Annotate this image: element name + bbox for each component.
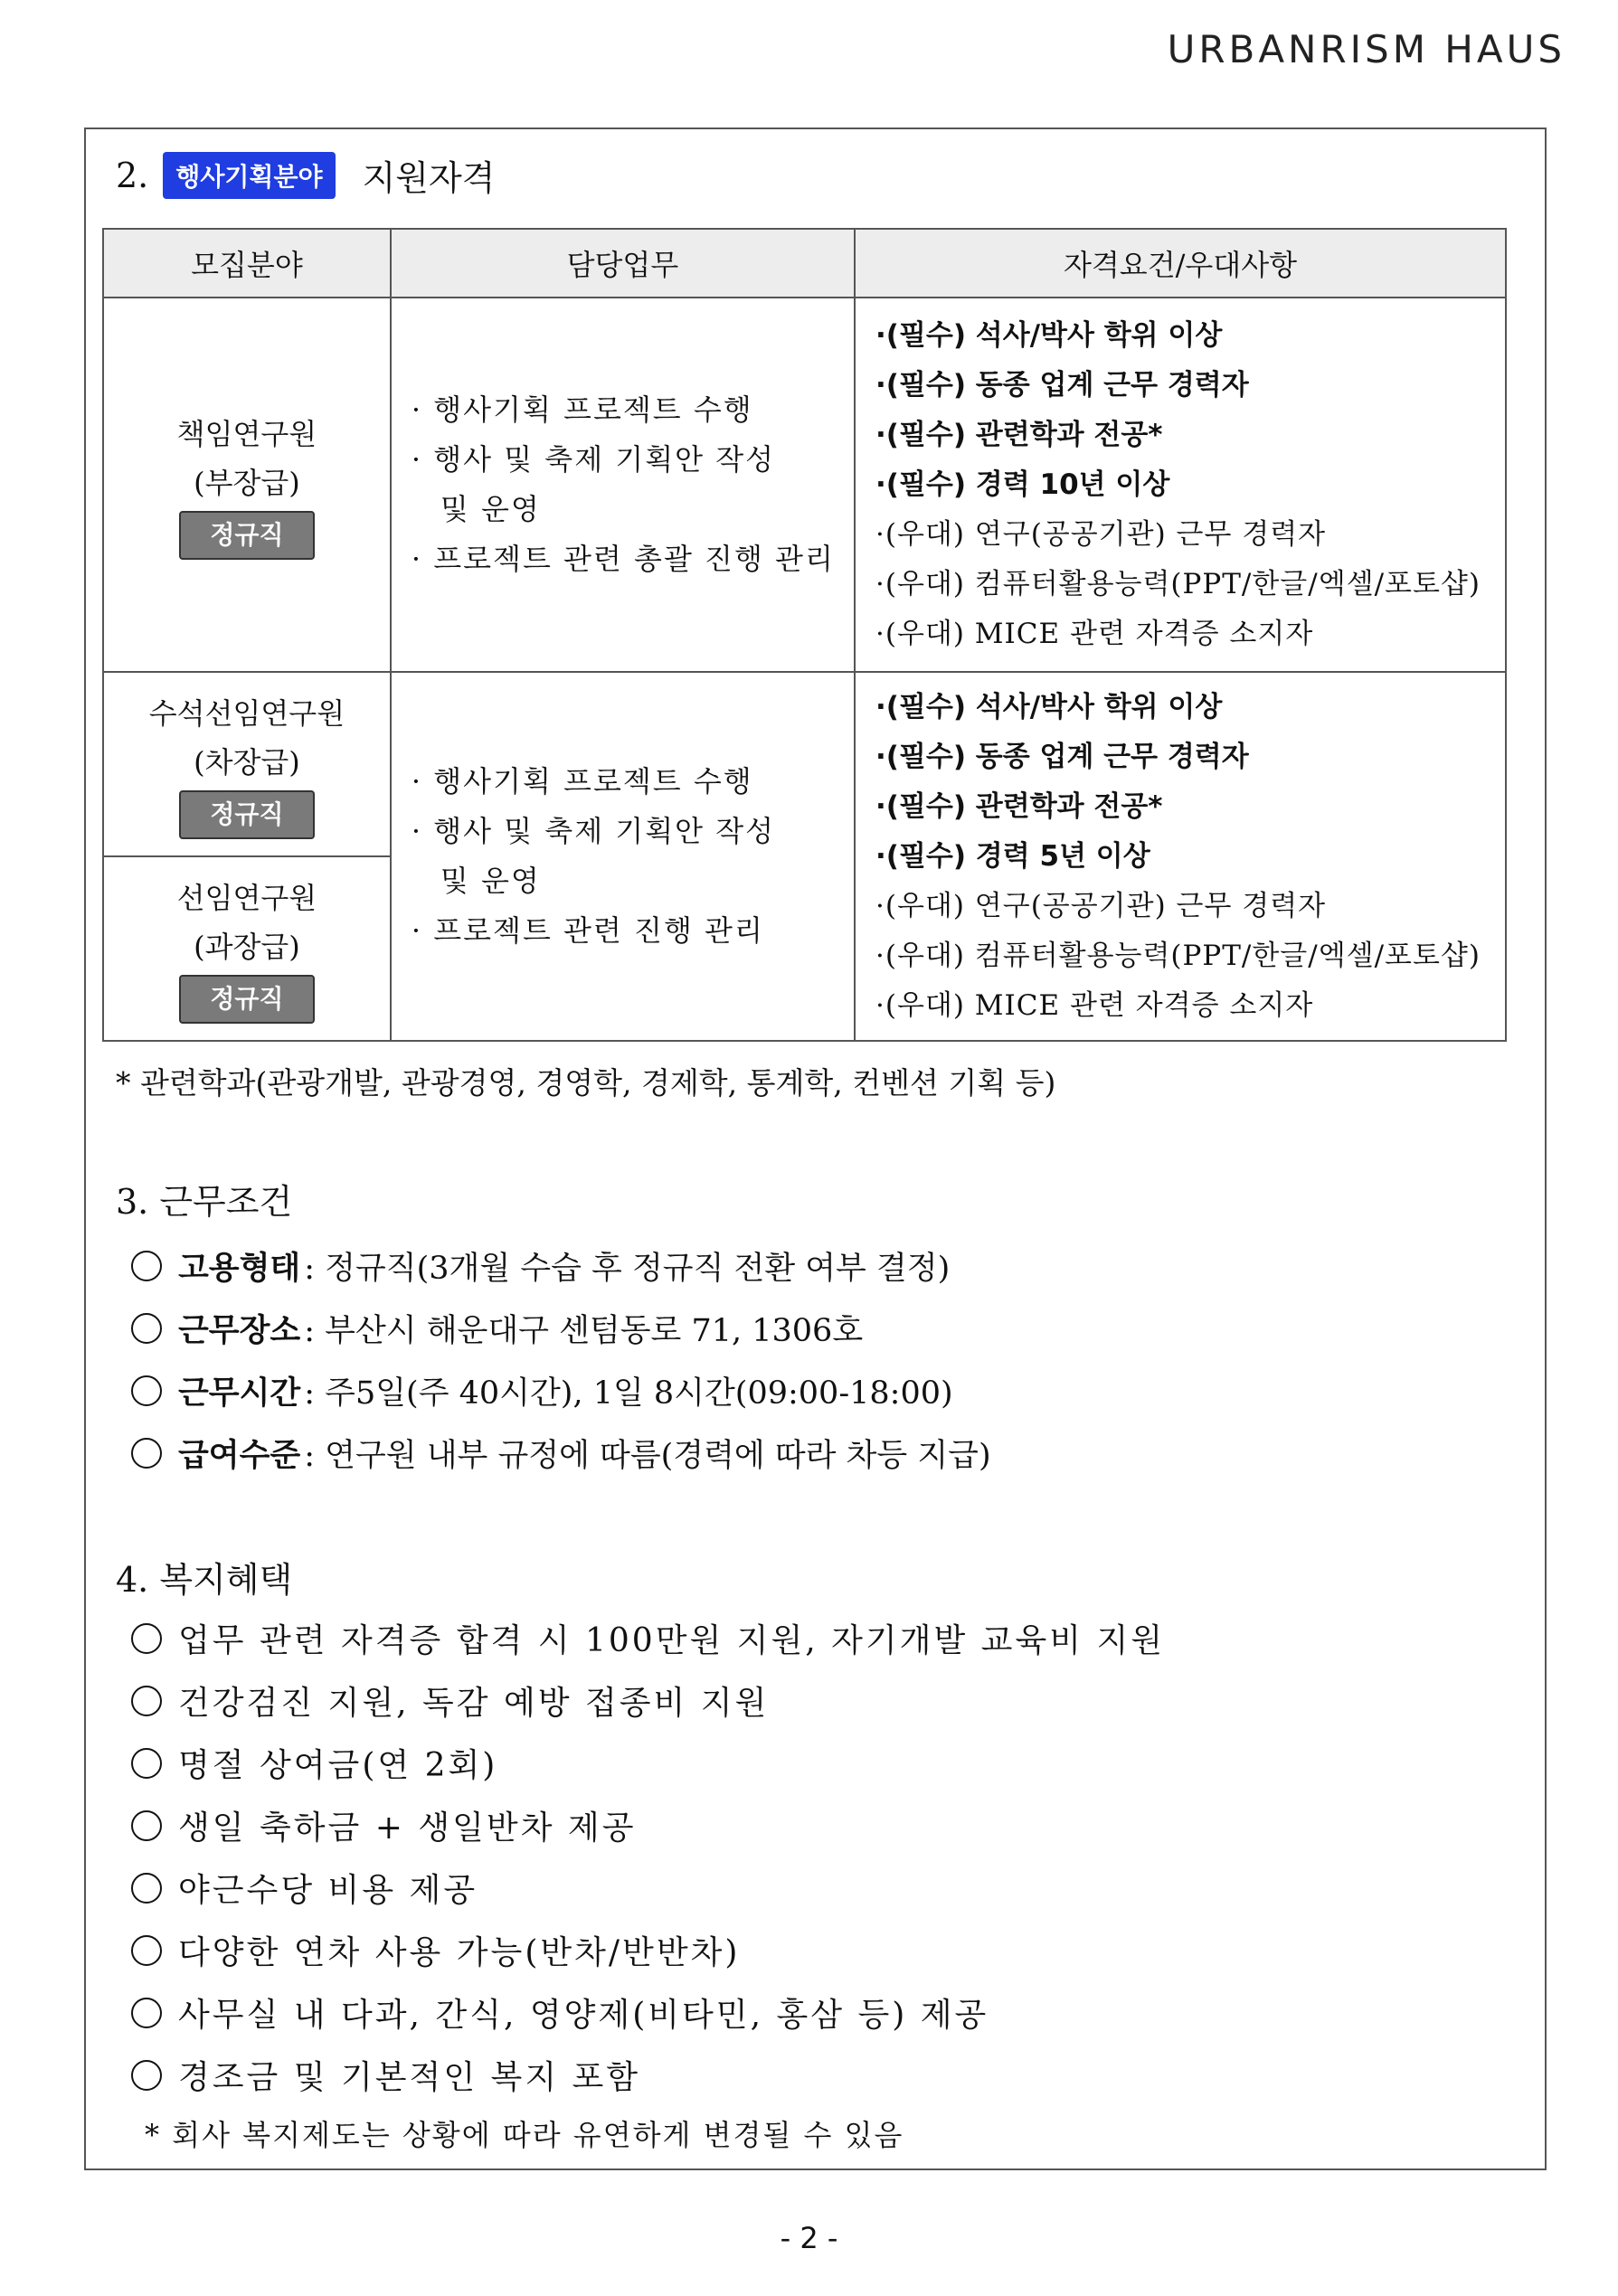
duties-cell [391, 672, 855, 1041]
section3-title: 3. 근무조건 [116, 1182, 293, 1222]
preferred-item: ·(우대) 컴퓨터활용능력(PPT/한글/엑셀/포토샵) [875, 567, 1481, 600]
benefit-item [131, 1989, 989, 2036]
position-grade: (과장급) [194, 930, 300, 964]
duty-item: · 행사기획 프로젝트 수행 [411, 392, 753, 427]
required-item: ·(필수) 관련학과 전공* [875, 789, 1163, 823]
preferred-item: ·(우대) MICE 관련 자격증 소지자 [875, 988, 1314, 1022]
duty-item: · 행사 및 축제 기획안 작성 [411, 442, 776, 477]
duties-cell [391, 298, 855, 672]
work-condition-value: : 연구원 내부 규정에 따름(경력에 따라 차등 지급) [304, 1438, 991, 1474]
benefit-item [131, 1740, 497, 1786]
required-item: ·(필수) 동종 업계 근무 경력자 [875, 740, 1249, 773]
duty-item: 및 운영 [440, 492, 541, 526]
position-name: 선임연구원 [176, 881, 317, 915]
position-cell [103, 672, 391, 856]
table-row [103, 672, 1506, 856]
required-item: ·(필수) 동종 업계 근무 경력자 [875, 368, 1249, 402]
work-condition-value: : 정규직(3개월 수습 후 정규직 전환 여부 결정) [304, 1251, 951, 1287]
section2-number: 2. [116, 155, 149, 195]
circle-bullet-icon [131, 1251, 162, 1281]
circle-bullet-icon [131, 1810, 162, 1841]
employment-type-badge: 정규직 [179, 511, 315, 560]
work-condition-item [131, 1431, 991, 1476]
required-item: ·(필수) 경력 10년 이상 [875, 468, 1170, 501]
benefit-note: * 회사 복지제도는 상황에 따라 유연하게 변경될 수 있음 [145, 2118, 904, 2152]
duty-item: · 프로젝트 관련 진행 관리 [411, 913, 764, 948]
benefit-item [131, 1677, 769, 1724]
required-item: ·(필수) 석사/박사 학위 이상 [875, 318, 1223, 352]
benefit-text: 건강검진 지원, 독감 예방 접종비 지원 [178, 1685, 770, 1722]
benefit-item [131, 2052, 640, 2098]
duty-item: 및 운영 [440, 864, 541, 898]
circle-bullet-icon [131, 1623, 162, 1654]
benefit-text: 생일 축하금 + 생일반차 제공 [178, 1809, 637, 1847]
benefit-item [131, 1865, 478, 1911]
preferred-item: ·(우대) 연구(공공기관) 근무 경력자 [875, 517, 1327, 551]
section2-heading [116, 150, 495, 200]
position-grade: (차장급) [194, 745, 300, 780]
employment-type-badge: 정규직 [179, 975, 315, 1024]
benefit-text: 명절 상여금(연 2회) [178, 1747, 498, 1784]
page-number: - 2 - [780, 2221, 838, 2255]
circle-bullet-icon [131, 1935, 162, 1966]
circle-bullet-icon [131, 1748, 162, 1779]
work-condition-item [131, 1306, 863, 1351]
circle-bullet-icon [131, 2060, 162, 2091]
table-header-row [103, 229, 1506, 298]
position-cell [103, 856, 391, 1041]
employment-type-badge: 정규직 [179, 790, 315, 839]
work-condition-label: 급여수준 [178, 1438, 301, 1474]
duty-item: · 프로젝트 관련 총괄 진행 관리 [411, 542, 835, 576]
circle-bullet-icon [131, 1998, 162, 2028]
benefit-text: 사무실 내 다과, 간식, 영양제(비타민, 홍삼 등) 제공 [178, 1997, 989, 2034]
section4-title: 4. 복지혜택 [116, 1560, 293, 1600]
preferred-item: ·(우대) MICE 관련 자격증 소지자 [875, 617, 1314, 650]
position-cell [103, 298, 391, 672]
related-major-note: * 관련학과(관광개발, 관광경영, 경영학, 경제학, 통계학, 컨벤션 기획 등) [116, 1065, 1056, 1101]
circle-bullet-icon [131, 1313, 162, 1344]
position-name: 수석선임연구원 [148, 696, 345, 731]
header-position: 모집분야 [103, 229, 391, 298]
brand-logo-text: URBANRISM HAUS [1167, 27, 1566, 71]
position-name: 책임연구원 [176, 417, 317, 451]
benefit-item [131, 1802, 636, 1848]
work-condition-item [131, 1243, 950, 1289]
work-condition-value: : 주5일(주 40시간), 1일 8시간(09:00-18:00) [304, 1375, 953, 1412]
benefit-text: 야근수당 비용 제공 [178, 1872, 478, 1909]
required-item: ·(필수) 석사/박사 학위 이상 [875, 690, 1223, 723]
duty-item: · 행사기획 프로젝트 수행 [411, 764, 753, 798]
benefit-text: 다양한 연차 사용 가능(반차/반반차) [178, 1934, 741, 1971]
circle-bullet-icon [131, 1686, 162, 1716]
requirements-cell [855, 672, 1506, 1041]
work-condition-label: 고용형태 [178, 1251, 301, 1287]
duty-item: · 행사 및 축제 기획안 작성 [411, 814, 776, 848]
circle-bullet-icon [131, 1873, 162, 1904]
section2-category-tag: 행사기획분야 [163, 152, 335, 199]
qualification-table [102, 228, 1507, 1042]
benefit-text: 업무 관련 자격증 합격 시 100만원 지원, 자기개발 교육비 지원 [178, 1622, 1165, 1659]
circle-bullet-icon [131, 1375, 162, 1406]
header-duties: 담당업무 [391, 229, 855, 298]
benefit-text: 경조금 및 기본적인 복지 포함 [178, 2059, 641, 2096]
work-condition-item [131, 1368, 953, 1413]
circle-bullet-icon [131, 1438, 162, 1469]
position-grade: (부장급) [194, 466, 300, 500]
benefit-item [131, 1927, 740, 1973]
required-item: ·(필수) 관련학과 전공* [875, 418, 1163, 451]
preferred-item: ·(우대) 연구(공공기관) 근무 경력자 [875, 889, 1327, 922]
work-condition-value: : 부산시 해운대구 센텀동로 71, 1306호 [304, 1313, 864, 1349]
work-condition-label: 근무장소 [178, 1313, 301, 1349]
requirements-cell [855, 298, 1506, 672]
header-requirements: 자격요건/우대사항 [855, 229, 1506, 298]
benefit-item [131, 1615, 1165, 1661]
preferred-item: ·(우대) 컴퓨터활용능력(PPT/한글/엑셀/포토샵) [875, 939, 1481, 972]
table-row [103, 298, 1506, 672]
section2-title: 지원자격 [362, 158, 496, 198]
work-condition-label: 근무시간 [178, 1375, 301, 1412]
required-item: ·(필수) 경력 5년 이상 [875, 839, 1150, 873]
